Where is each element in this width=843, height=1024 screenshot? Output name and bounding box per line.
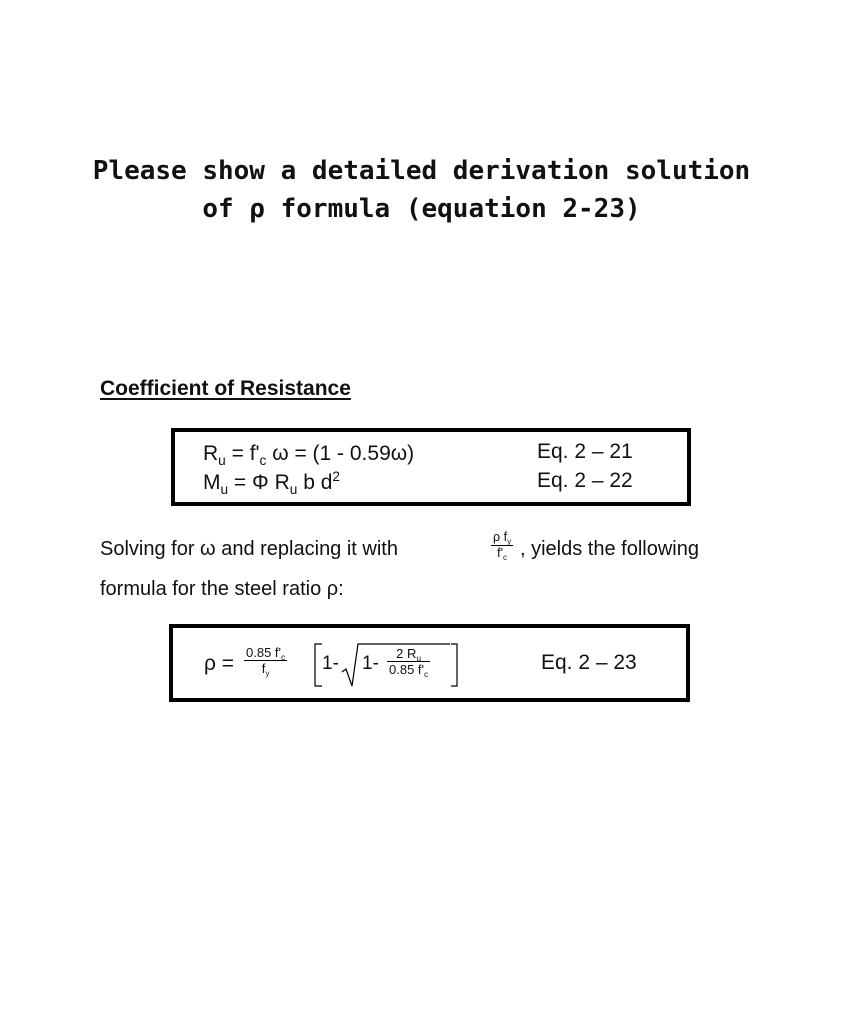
equation-label-2-23: Eq. 2 – 23 bbox=[541, 651, 637, 674]
paragraph-line-1-end: , yields the following bbox=[520, 538, 699, 560]
request-line-2: of ρ formula (equation 2-23) bbox=[202, 194, 641, 224]
equation-label-2-21: Eq. 2 – 21 bbox=[537, 440, 633, 463]
paragraph-line-1-start: Solving for ω and replacing it with bbox=[100, 538, 398, 560]
equation-2-21: $R_u = f'_c$ ω = (1 - 0.59ω) bbox=[203, 442, 415, 468]
paragraph-line-2: formula for the steel ratio ρ: bbox=[100, 578, 344, 600]
rho-equals: ρ = bbox=[204, 652, 235, 675]
section-heading: Coefficient of Resistance bbox=[100, 377, 351, 400]
inline-fraction: $\frac{\rho f_y}{f'_c}$ bbox=[493, 530, 512, 562]
one-minus-outer: 1- bbox=[322, 653, 339, 674]
equation-label-2-22: Eq. 2 – 22 bbox=[537, 469, 633, 492]
request-text bbox=[0, 152, 843, 228]
one-minus-inner: 1- bbox=[362, 653, 379, 674]
request-line-1: Please show a detailed derivation solution bbox=[92, 156, 751, 186]
equation-2-22: $M_u = \Phi$ $R_u$ b $d^2$ bbox=[203, 468, 340, 497]
fraction-2ru-over-085fc: $\frac{2 R_u}{0.85 f'_c}$ bbox=[389, 646, 429, 679]
fraction-085fc-over-fy: $\frac{0.85 f'_c}{f_y}$ bbox=[246, 645, 286, 678]
